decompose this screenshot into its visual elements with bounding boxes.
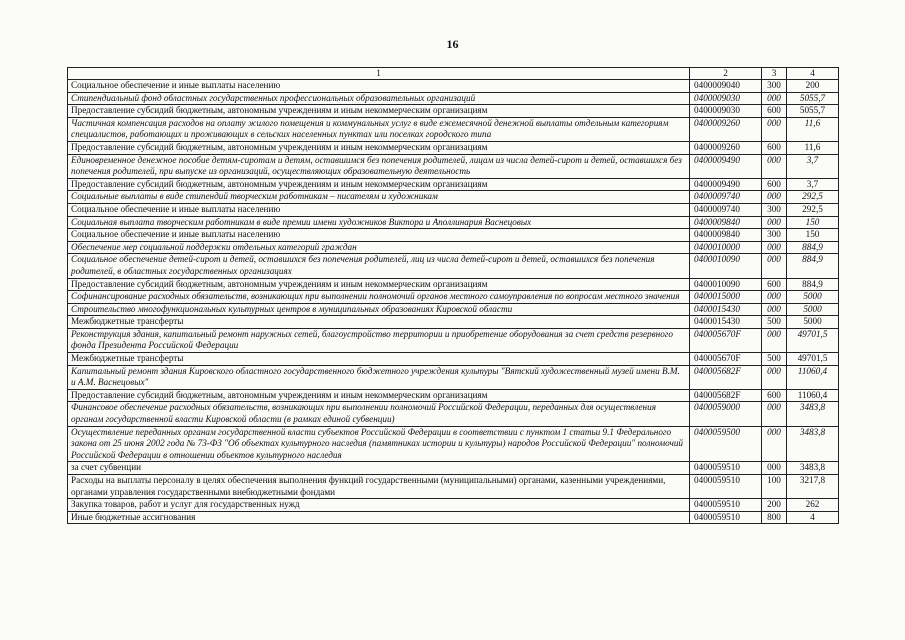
- table-row: [68, 141, 839, 154]
- row-amount: 884,9: [787, 278, 839, 291]
- row-type-code: 000: [762, 426, 787, 462]
- row-amount: 292,5: [787, 191, 839, 204]
- row-amount: 262: [787, 499, 839, 512]
- row-amount: 5055,7: [787, 105, 839, 118]
- row-amount: 5000: [787, 303, 839, 316]
- row-amount: 49701,5: [787, 353, 839, 366]
- row-code: 0400009260: [690, 117, 762, 141]
- row-amount: 3,7: [787, 178, 839, 191]
- row-description: Частичная компенсация расходов на оплату жилого помещения и коммунальных услуг в виде ежемесячной денежной выплаты отдельным категориям специалистов, работающих и проживающих в сельских населенных пунктах или поселках городского типа: [68, 117, 690, 141]
- row-code: 0400009840: [690, 229, 762, 242]
- table-row: [68, 203, 839, 216]
- row-amount: 3483,8: [787, 402, 839, 426]
- row-type-code: 200: [762, 499, 787, 512]
- row-code: 040005682F: [690, 389, 762, 402]
- row-code: 0400009030: [690, 105, 762, 118]
- table-row: [68, 402, 839, 426]
- row-amount: 3483,8: [787, 426, 839, 462]
- budget-table: [67, 67, 839, 524]
- row-code: 0400009040: [690, 80, 762, 93]
- table-row: [68, 154, 839, 178]
- table-row: [68, 117, 839, 141]
- row-amount: 11,6: [787, 141, 839, 154]
- table-row: [68, 499, 839, 512]
- row-description: Строительство многофункциональных культурных центров в муниципальных образованиях Кировской области: [68, 303, 690, 316]
- row-type-code: 600: [762, 105, 787, 118]
- row-type-code: 000: [762, 254, 787, 278]
- row-type-code: 000: [762, 117, 787, 141]
- row-amount: 4: [787, 511, 839, 524]
- row-description: Единовременное денежное пособие детям-сиротам и детям, оставшимся без попечения родителей, лицам из числа детей-сирот и детей, оставшихся без попечения родителей, при выпуске из организаций, осуществляющих образовательную деятельность: [68, 154, 690, 178]
- row-type-code: 600: [762, 278, 787, 291]
- row-description: Предоставление субсидий бюджетным, автономным учреждениям и иным некоммерческим организациям: [68, 278, 690, 291]
- row-type-code: 300: [762, 203, 787, 216]
- row-amount: 292,5: [787, 203, 839, 216]
- row-description: Социальное обеспечение детей-сирот и детей, оставшихся без попечения родителей, лиц из числа детей-сирот и детей, оставшихся без попечения родителей, в областных государственных организациях: [68, 254, 690, 278]
- table-row: [68, 105, 839, 118]
- table-row: [68, 229, 839, 242]
- row-type-code: 300: [762, 80, 787, 93]
- table-row: [68, 353, 839, 366]
- table-row: [68, 178, 839, 191]
- row-type-code: 000: [762, 154, 787, 178]
- row-code: 0400059510: [690, 475, 762, 499]
- table-row: [68, 316, 839, 329]
- row-description: Межбюджетные трансферты: [68, 353, 690, 366]
- row-description: Предоставление субсидий бюджетным, автономным учреждениям и иным некоммерческим организациям: [68, 178, 690, 191]
- row-type-code: 000: [762, 92, 787, 105]
- row-code: 0400015000: [690, 291, 762, 304]
- table-row: [68, 216, 839, 229]
- row-amount: 3483,8: [787, 462, 839, 475]
- row-description: Социальное обеспечение и иные выплаты населению: [68, 229, 690, 242]
- table-row: [68, 303, 839, 316]
- row-code: 0400010090: [690, 254, 762, 278]
- table-row: [68, 511, 839, 524]
- table-row: [68, 191, 839, 204]
- row-code: 0400059510: [690, 462, 762, 475]
- row-type-code: 000: [762, 462, 787, 475]
- row-amount: 11,6: [787, 117, 839, 141]
- row-type-code: 300: [762, 229, 787, 242]
- row-amount: 150: [787, 229, 839, 242]
- row-description: Предоставление субсидий бюджетным, автономным учреждениям и иным некоммерческим организациям: [68, 105, 690, 118]
- table-row: [68, 291, 839, 304]
- row-description: Обеспечение мер социальной поддержки отдельных категорий граждан: [68, 241, 690, 254]
- row-code: 040005670F: [690, 328, 762, 352]
- row-type-code: 600: [762, 178, 787, 191]
- table-row: [68, 80, 839, 93]
- row-type-code: 600: [762, 141, 787, 154]
- row-code: 0400009840: [690, 216, 762, 229]
- row-amount: 200: [787, 80, 839, 93]
- row-amount: 3217,8: [787, 475, 839, 499]
- header-cell-amount: 4: [787, 68, 839, 80]
- row-code: 0400059510: [690, 511, 762, 524]
- row-type-code: 100: [762, 475, 787, 499]
- row-amount: 11060,4: [787, 389, 839, 402]
- row-type-code: 000: [762, 328, 787, 352]
- table-row: [68, 475, 839, 499]
- row-code: 0400015430: [690, 303, 762, 316]
- row-code: 0400009030: [690, 92, 762, 105]
- row-type-code: 000: [762, 402, 787, 426]
- header-cell-code: 2: [690, 68, 762, 80]
- row-description: Межбюджетные трансферты: [68, 316, 690, 329]
- table-row: [68, 426, 839, 462]
- row-type-code: 500: [762, 316, 787, 329]
- row-code: 040005670F: [690, 353, 762, 366]
- row-code: 0400009490: [690, 178, 762, 191]
- row-code: 0400010090: [690, 278, 762, 291]
- row-code: 0400059500: [690, 426, 762, 462]
- table-row: [68, 365, 839, 389]
- table-row: [68, 328, 839, 352]
- row-amount: 5000: [787, 316, 839, 329]
- row-type-code: 000: [762, 303, 787, 316]
- row-description: Стипендиальный фонд областных государственных профессиональных образовательных организаций: [68, 92, 690, 105]
- row-amount: 49701,5: [787, 328, 839, 352]
- row-description: Реконструкция здания, капитальный ремонт наружных сетей, благоустройство территории и приобретение оборудования за счет средств резервного фонда Президента Российской Федерации: [68, 328, 690, 352]
- table-row: [68, 92, 839, 105]
- table-header-row: [68, 68, 839, 80]
- row-code: 0400059510: [690, 499, 762, 512]
- row-description: Финансовое обеспечение расходных обязательств, возникающих при выполнении полномочий Российской Федерации, переданных для осуществления органам государственной власти Кировской области (в рамках единой субвенции): [68, 402, 690, 426]
- budget-table-body: [68, 68, 839, 524]
- row-type-code: 000: [762, 365, 787, 389]
- row-description: Иные бюджетные ассигнования: [68, 511, 690, 524]
- row-type-code: 500: [762, 353, 787, 366]
- row-code: 0400015430: [690, 316, 762, 329]
- row-description: Софинансирование расходных обязательств, возникающих при выполнении полномочий органов местного самоуправления по вопросам местного значения: [68, 291, 690, 304]
- row-description: Социальные выплаты в виде стипендий творческим работникам – писателям и художникам: [68, 191, 690, 204]
- row-code: 0400059000: [690, 402, 762, 426]
- row-type-code: 000: [762, 216, 787, 229]
- table-row: [68, 241, 839, 254]
- row-description: Предоставление субсидий бюджетным, автономным учреждениям и иным некоммерческим организациям: [68, 389, 690, 402]
- table-row: [68, 278, 839, 291]
- row-description: Капитальный ремонт здания Кировского областного государственного бюджетного учреждения культуры "Вятский художественный музей имени В.М. и А.М. Васнецовых": [68, 365, 690, 389]
- row-description: Закупка товаров, работ и услуг для государственных нужд: [68, 499, 690, 512]
- header-cell-description: 1: [68, 68, 690, 80]
- row-amount: 5000: [787, 291, 839, 304]
- row-description: за счет субвенции: [68, 462, 690, 475]
- page-number: 16: [446, 37, 459, 51]
- row-type-code: 800: [762, 511, 787, 524]
- row-code: 0400009490: [690, 154, 762, 178]
- row-description: Социальная выплата творческим работникам в виде премии имени художников Виктора и Аполлинария Васнецовых: [68, 216, 690, 229]
- row-amount: 5055,7: [787, 92, 839, 105]
- row-amount: 3,7: [787, 154, 839, 178]
- table-row: [68, 462, 839, 475]
- row-description: Социальное обеспечение и иные выплаты населению: [68, 203, 690, 216]
- row-type-code: 000: [762, 191, 787, 204]
- row-code: 0400010000: [690, 241, 762, 254]
- row-code: 0400009260: [690, 141, 762, 154]
- row-amount: 884,9: [787, 254, 839, 278]
- row-code: 0400009740: [690, 191, 762, 204]
- table-row: [68, 254, 839, 278]
- header-cell-type: 3: [762, 68, 787, 80]
- row-description: Социальное обеспечение и иные выплаты населению: [68, 80, 690, 93]
- row-code: 0400009740: [690, 203, 762, 216]
- row-amount: 11060,4: [787, 365, 839, 389]
- row-code: 040005682F: [690, 365, 762, 389]
- row-type-code: 000: [762, 291, 787, 304]
- row-type-code: 600: [762, 389, 787, 402]
- row-amount: 884,9: [787, 241, 839, 254]
- row-description: Предоставление субсидий бюджетным, автономным учреждениям и иным некоммерческим организациям: [68, 141, 690, 154]
- table-row: [68, 389, 839, 402]
- row-amount: 150: [787, 216, 839, 229]
- row-type-code: 000: [762, 241, 787, 254]
- row-description: Осуществление переданных органам государственной власти субъектов Российской Федерации в соответствии с пунктом 1 статьи 9.1 Федерального закона от 25 июня 2002 года № 73-ФЗ "Об объектах культурного наследия (памятниках истории и культуры) народов Российской Федерации" полномочий Российской Федерации в отношении объектов культурного наследия: [68, 426, 690, 462]
- row-description: Расходы на выплаты персоналу в целях обеспечения выполнения функций государственными (муниципальными) органами, казенными учреждениями, органами управления государственными внебюджетными фондами: [68, 475, 690, 499]
